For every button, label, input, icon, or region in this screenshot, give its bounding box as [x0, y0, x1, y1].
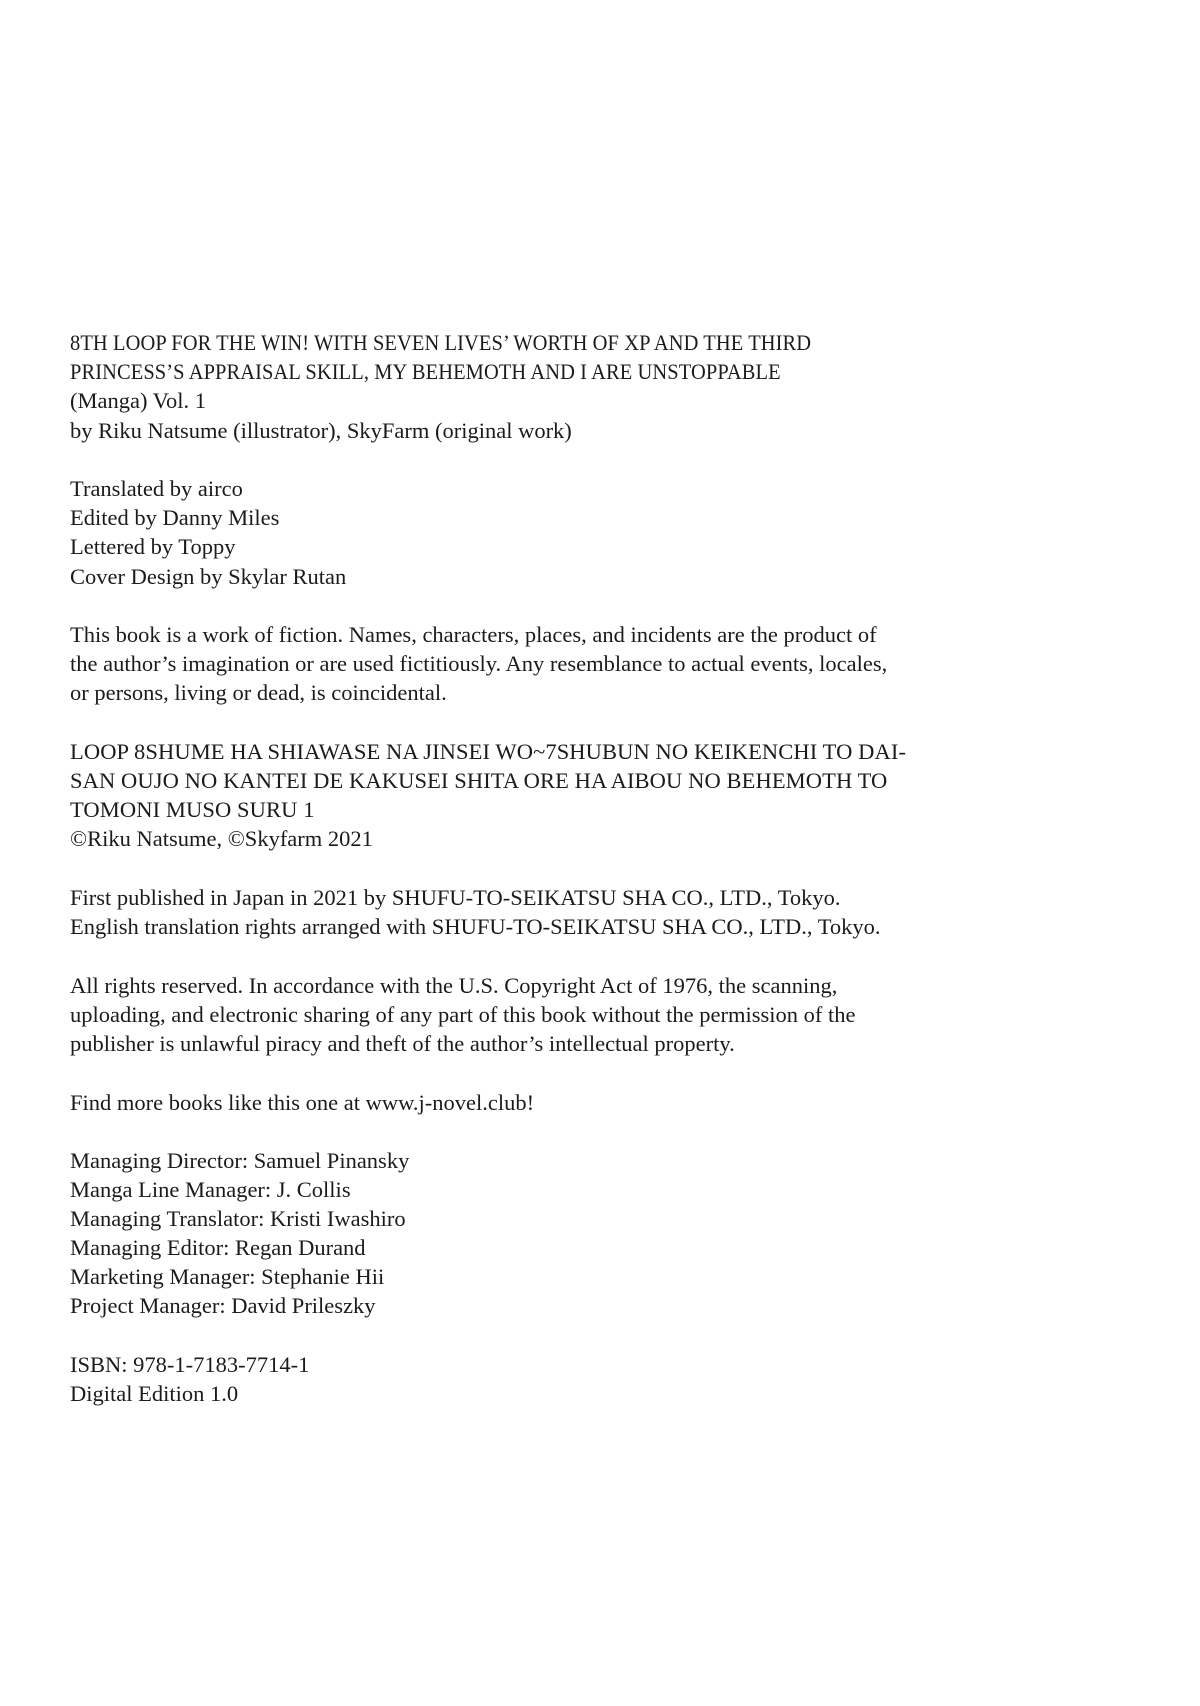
staff-managing-director: Managing Director: Samuel Pinansky	[70, 1148, 410, 1173]
disclaimer-line-1: This book is a work of fiction. Names, characters, places, and incidents are the product of	[70, 622, 877, 647]
translator-credit: Translated by airco	[70, 476, 243, 501]
volume-label: (Manga) Vol. 1	[70, 388, 207, 413]
rights-line-3: publisher is unlawful piracy and theft of the author’s intellectual property.	[70, 1031, 735, 1056]
english-title-line-2: PRINCESS’S APPRAISAL SKILL, MY BEHEMOTH AND I ARE UNSTOPPABLE	[70, 359, 781, 384]
disclaimer-line-2: the author’s imagination or are used fictitiously. Any resemblance to actual events, locales,	[70, 651, 888, 676]
edition-label: Digital Edition 1.0	[70, 1381, 239, 1406]
letterer-credit: Lettered by Toppy	[70, 534, 236, 559]
staff-manga-line-manager: Manga Line Manager: J. Collis	[70, 1177, 351, 1202]
staff-marketing-manager: Marketing Manager: Stephanie Hii	[70, 1264, 385, 1289]
authors-line: by Riku Natsume (illustrator), SkyFarm (original work)	[70, 418, 572, 443]
cover-design-credit: Cover Design by Skylar Rutan	[70, 564, 347, 589]
copyright-notice: ©Riku Natsume, ©Skyfarm 2021	[70, 826, 373, 851]
original-title-line-2: SAN OUJO NO KANTEI DE KAKUSEI SHITA ORE HA AIBOU NO BEHEMOTH TO	[70, 768, 888, 793]
first-published-line: First published in Japan in 2021 by SHUFU-TO-SEIKATSU SHA CO., LTD., Tokyo.	[70, 885, 841, 910]
staff-managing-translator: Managing Translator: Kristi Iwashiro	[70, 1206, 406, 1231]
original-title-line-1: LOOP 8SHUME HA SHIAWASE NA JINSEI WO~7SHUBUN NO KEIKENCHI TO DAI-	[70, 739, 907, 764]
english-title-line-1: 8TH LOOP FOR THE WIN! WITH SEVEN LIVES’ WORTH OF XP AND THE THIRD	[70, 330, 812, 355]
staff-managing-editor: Managing Editor: Regan Durand	[70, 1235, 366, 1260]
rights-line-1: All rights reserved. In accordance with the U.S. Copyright Act of 1976, the scanning,	[70, 973, 838, 998]
disclaimer-line-3: or persons, living or dead, is coincidental.	[70, 680, 447, 705]
original-title-line-3: TOMONI MUSO SURU 1	[70, 797, 315, 822]
website-promo: Find more books like this one at www.j-novel.club!	[70, 1090, 535, 1115]
isbn: ISBN: 978-1-7183-7714-1	[70, 1352, 310, 1377]
editor-credit: Edited by Danny Miles	[70, 505, 280, 530]
rights-line-2: uploading, and electronic sharing of any part of this book without the permission of the	[70, 1002, 856, 1027]
staff-project-manager: Project Manager: David Prileszky	[70, 1293, 376, 1318]
translation-rights-line: English translation rights arranged with SHUFU-TO-SEIKATSU SHA CO., LTD., Tokyo.	[70, 914, 881, 939]
